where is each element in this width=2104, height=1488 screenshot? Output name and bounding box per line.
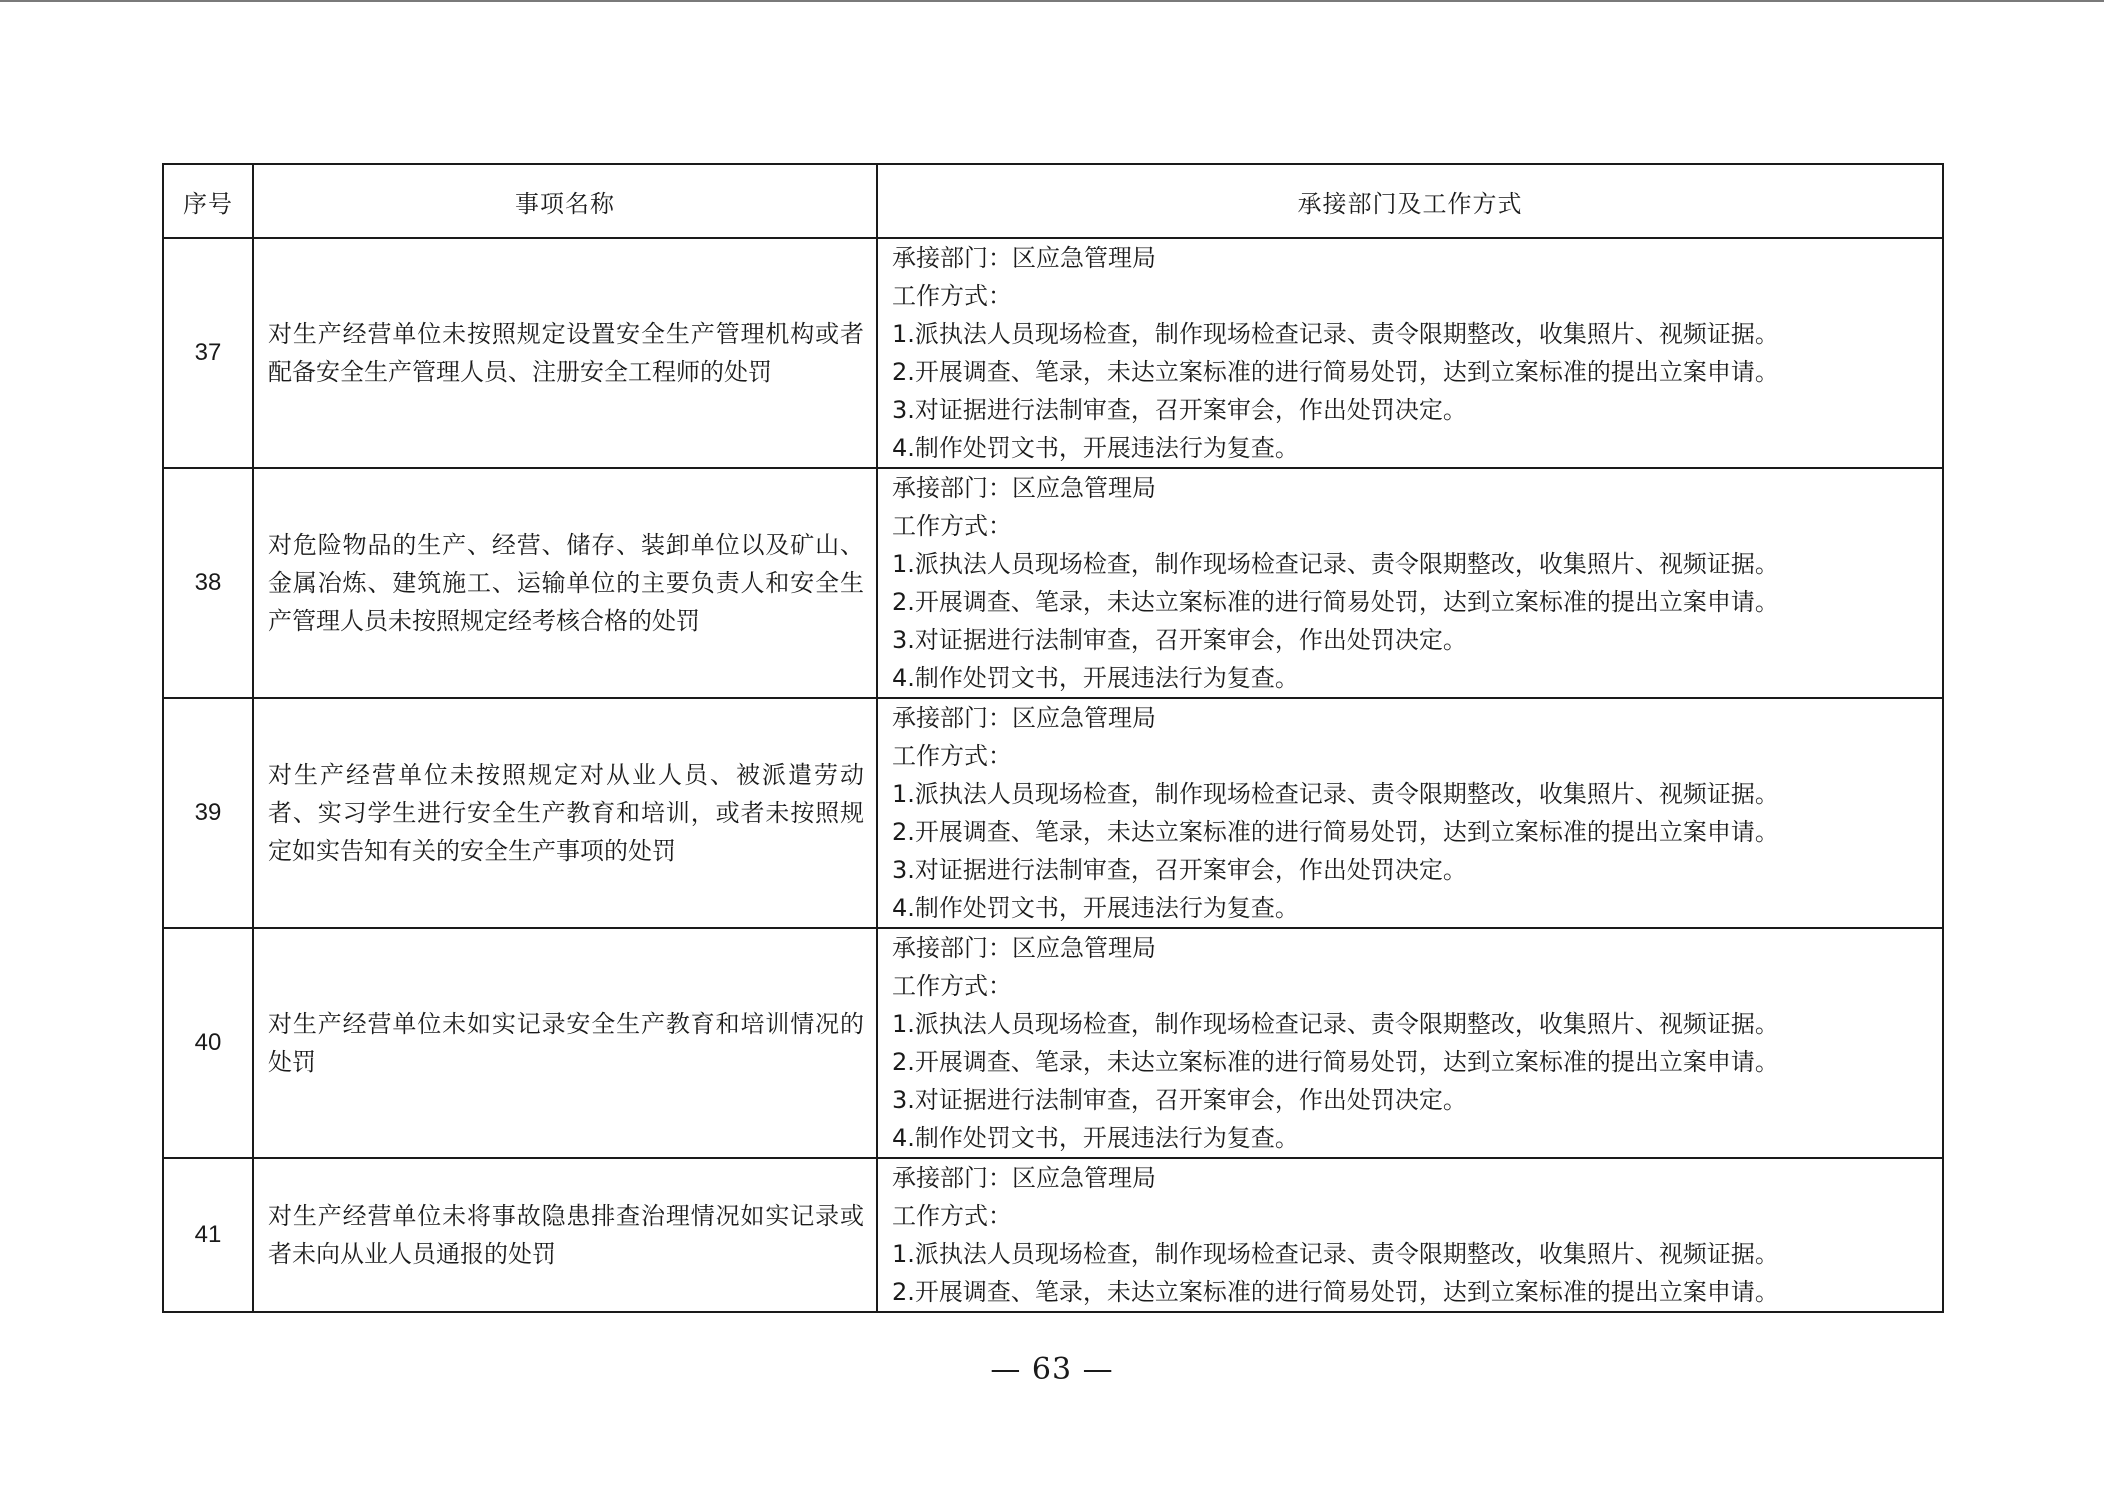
method-step: 1.派执法人员现场检查，制作现场检查记录、责令限期整改，收集照片、视频证据。 <box>892 1010 1779 1038</box>
method-step: 4.制作处罚文书，开展违法行为复查。 <box>892 894 1299 922</box>
method-heading: 工作方式： <box>892 1202 1012 1230</box>
department-line: 承接部门：区应急管理局 <box>892 704 1156 732</box>
table-row <box>163 698 1943 928</box>
method-step: 3.对证据进行法制审查，召开案审会，作出处罚决定。 <box>892 396 1467 424</box>
method-step: 3.对证据进行法制审查，召开案审会，作出处罚决定。 <box>892 856 1467 884</box>
matters-table <box>162 163 1944 1313</box>
table-row <box>163 1158 1943 1312</box>
department-method-cell <box>877 468 1943 698</box>
matter-name: 对危险物品的生产、经营、储存、装卸单位以及矿山、金属冶炼、建筑施工、运输单位的主要负责人和安全生产管理人员未按照规定经考核合格的处罚 <box>253 468 877 698</box>
method-step: 1.派执法人员现场检查，制作现场检查记录、责令限期整改，收集照片、视频证据。 <box>892 320 1779 348</box>
method-heading: 工作方式： <box>892 512 1012 540</box>
method-step: 4.制作处罚文书，开展违法行为复查。 <box>892 664 1299 692</box>
method-step: 1.派执法人员现场检查，制作现场检查记录、责令限期整改，收集照片、视频证据。 <box>892 1240 1779 1268</box>
table-row <box>163 928 1943 1158</box>
department-method-cell <box>877 238 1943 468</box>
method-step: 2.开展调查、笔录，未达立案标准的进行简易处罚，达到立案标准的提出立案申请。 <box>892 1278 1779 1306</box>
department-line: 承接部门：区应急管理局 <box>892 474 1156 502</box>
method-step: 1.派执法人员现场检查，制作现场检查记录、责令限期整改，收集照片、视频证据。 <box>892 780 1779 808</box>
table-header-row <box>163 164 1943 238</box>
page-number: — 63 — <box>990 1352 1114 1387</box>
department-line: 承接部门：区应急管理局 <box>892 1164 1156 1192</box>
department-line: 承接部门：区应急管理局 <box>892 934 1156 962</box>
method-heading: 工作方式： <box>892 282 1012 310</box>
header-serial-number: 序号 <box>163 164 253 238</box>
row-number: 40 <box>163 928 253 1158</box>
header-matter-name: 事项名称 <box>253 164 877 238</box>
department-method-cell <box>877 1158 1943 1312</box>
top-border-rule <box>0 0 2104 2</box>
method-step: 3.对证据进行法制审查，召开案审会，作出处罚决定。 <box>892 1086 1467 1114</box>
table-row <box>163 238 1943 468</box>
method-step: 3.对证据进行法制审查，召开案审会，作出处罚决定。 <box>892 626 1467 654</box>
matter-name: 对生产经营单位未将事故隐患排查治理情况如实记录或者未向从业人员通报的处罚 <box>253 1158 877 1312</box>
department-method-cell <box>877 698 1943 928</box>
method-step: 2.开展调查、笔录，未达立案标准的进行简易处罚，达到立案标准的提出立案申请。 <box>892 818 1779 846</box>
matter-name: 对生产经营单位未如实记录安全生产教育和培训情况的处罚 <box>253 928 877 1158</box>
method-step: 1.派执法人员现场检查，制作现场检查记录、责令限期整改，收集照片、视频证据。 <box>892 550 1779 578</box>
department-method-cell <box>877 928 1943 1158</box>
method-step: 2.开展调查、笔录，未达立案标准的进行简易处罚，达到立案标准的提出立案申请。 <box>892 588 1779 616</box>
row-number: 37 <box>163 238 253 468</box>
method-step: 4.制作处罚文书，开展违法行为复查。 <box>892 434 1299 462</box>
row-number: 39 <box>163 698 253 928</box>
row-number: 38 <box>163 468 253 698</box>
method-step: 2.开展调查、笔录，未达立案标准的进行简易处罚，达到立案标准的提出立案申请。 <box>892 1048 1779 1076</box>
header-department-and-method: 承接部门及工作方式 <box>877 164 1943 238</box>
matter-name: 对生产经营单位未按照规定对从业人员、被派遣劳动者、实习学生进行安全生产教育和培训，或者未按照规定如实告知有关的安全生产事项的处罚 <box>253 698 877 928</box>
method-step: 4.制作处罚文书，开展违法行为复查。 <box>892 1124 1299 1152</box>
department-line: 承接部门：区应急管理局 <box>892 244 1156 272</box>
matter-name: 对生产经营单位未按照规定设置安全生产管理机构或者配备安全生产管理人员、注册安全工程师的处罚 <box>253 238 877 468</box>
method-heading: 工作方式： <box>892 972 1012 1000</box>
method-heading: 工作方式： <box>892 742 1012 770</box>
row-number: 41 <box>163 1158 253 1312</box>
table-row <box>163 468 1943 698</box>
method-step: 2.开展调查、笔录，未达立案标准的进行简易处罚，达到立案标准的提出立案申请。 <box>892 358 1779 386</box>
